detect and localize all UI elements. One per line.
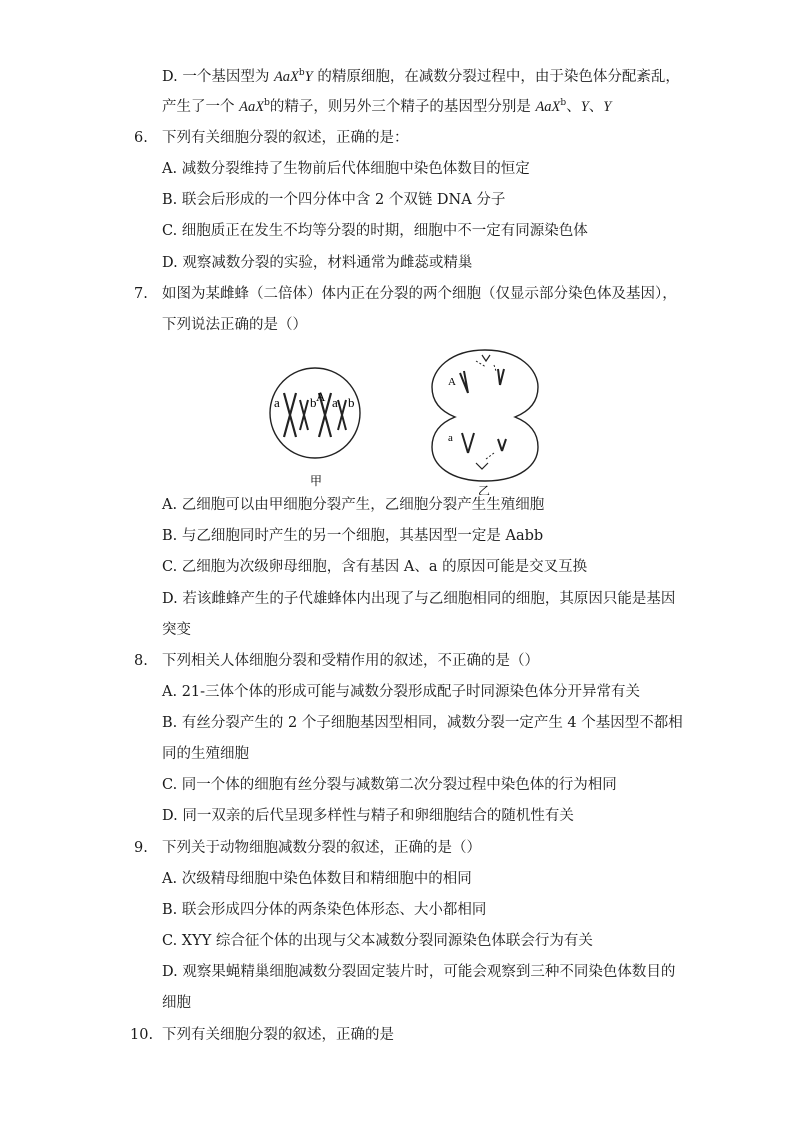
gene-label: b [348,395,355,410]
q9-option-d-line1: D. 观察果蝇精巢细胞减数分裂固定装片时，可能会观察到三种不同染色体数目的 [162,964,676,980]
q8-option-a: A. 21-三体个体的形成可能与减数分裂形成配子时同源染色体分开异常有关 [162,684,641,700]
cell-jia [270,368,360,488]
q8-option-c: C. 同一个体的细胞有丝分裂与减数第二次分裂过程中染色体的行为相同 [162,777,617,793]
gene-label: A [448,376,456,388]
chromosome-icon [460,371,468,393]
q6-option-c: C. 细胞质正在发生不均等分裂的时期，细胞中不一定有同源染色体 [162,223,588,239]
q6-stem: 下列有关细胞分裂的叙述，正确的是： [162,130,409,146]
chromosome-icon [498,369,504,385]
q7-option-d-line2: 突变 [162,622,191,638]
q10-number: 10. [130,1027,154,1043]
chromosome-icon [338,400,346,430]
q7-option-c: C. 乙细胞为次级卵母细胞，含有基因 A、a 的原因可能是交叉互换 [162,559,588,575]
q8-number: 8. [134,653,148,669]
cell-division-figure [250,345,550,495]
q10-stem: 下列有关细胞分裂的叙述，正确的是 [162,1027,394,1043]
q7-number: 7. [134,286,148,302]
gene-label: a [448,432,453,444]
cell-yi [432,350,538,495]
q9-option-c: C. XYY 综合征个体的出现与父本减数分裂同源染色体联会行为有关 [162,933,593,949]
q8-option-d: D. 同一双亲的后代呈现多样性与精子和卵细胞结合的随机性有关 [162,808,574,824]
gene-label: a [332,395,338,410]
q7-stem-line2: 下列说法正确的是（） [162,317,307,333]
chromosome-icon [284,393,296,437]
q7-option-a: A. 乙细胞可以由甲细胞分裂产生，乙细胞分裂产生生殖细胞 [162,497,545,513]
q6-option-b: B. 联会后形成的一个四分体中含 2 个双链 DNA 分子 [162,192,506,208]
q9-option-a: A. 次级精母细胞中染色体数目和精细胞中的相同 [162,871,472,887]
chromosome-icon [498,439,506,451]
chromosome-icon [462,433,474,453]
q9-option-d-line2: 细胞 [162,995,191,1011]
q7-option-d-line1: D. 若该雌蜂产生的子代雄蜂体内出现了与乙细胞相同的细胞，其原因只能是基因 [162,591,676,607]
q9-number: 9. [134,840,148,856]
q7-option-b: B. 与乙细胞同时产生的另一个细胞，其基因型一定是 Aabb [162,528,544,544]
q6-number: 6. [134,130,148,146]
q5-option-d-line1: D. 一个基因型为 AaX$^b$Y 的精原细胞，在减数分裂过程中，由于染色体分配紊乱， [162,68,680,85]
gene-label: a [274,395,280,410]
q8-stem: 下列相关人体细胞分裂和受精作用的叙述，不正确的是（） [162,653,539,669]
q6-option-a: A. 减数分裂维持了生物前后代体细胞中染色体数目的恒定 [162,161,530,177]
gene-label: A [316,389,326,404]
q8-option-b-line2: 同的生殖细胞 [162,746,249,762]
gene-label: b [310,395,317,410]
q7-stem-line1: 如图为某雌蜂（二倍体）体内正在分裂的两个细胞（仅显示部分染色体及基因）， [162,286,677,302]
q9-stem: 下列关于动物细胞减数分裂的叙述，正确的是（） [162,840,481,856]
q9-option-b: B. 联会形成四分体的两条染色体形态、大小都相同 [162,902,487,918]
q8-option-b-line1: B. 有丝分裂产生的 2 个子细胞基因型相同，减数分裂一定产生 4 个基因型不都相 [162,715,683,731]
figure-label-yi: 乙 [478,484,491,495]
q5-option-d-line2: 产生了一个 AaX$^b$的精子，则另外三个精子的基因型分别是 AaX$^b$、Y、Y [162,98,612,115]
q6-option-d: D. 观察减数分裂的实验，材料通常为雌蕊或精巢 [162,255,473,271]
figure-label-jia: 甲 [310,474,323,488]
chromosome-icon [300,400,308,430]
